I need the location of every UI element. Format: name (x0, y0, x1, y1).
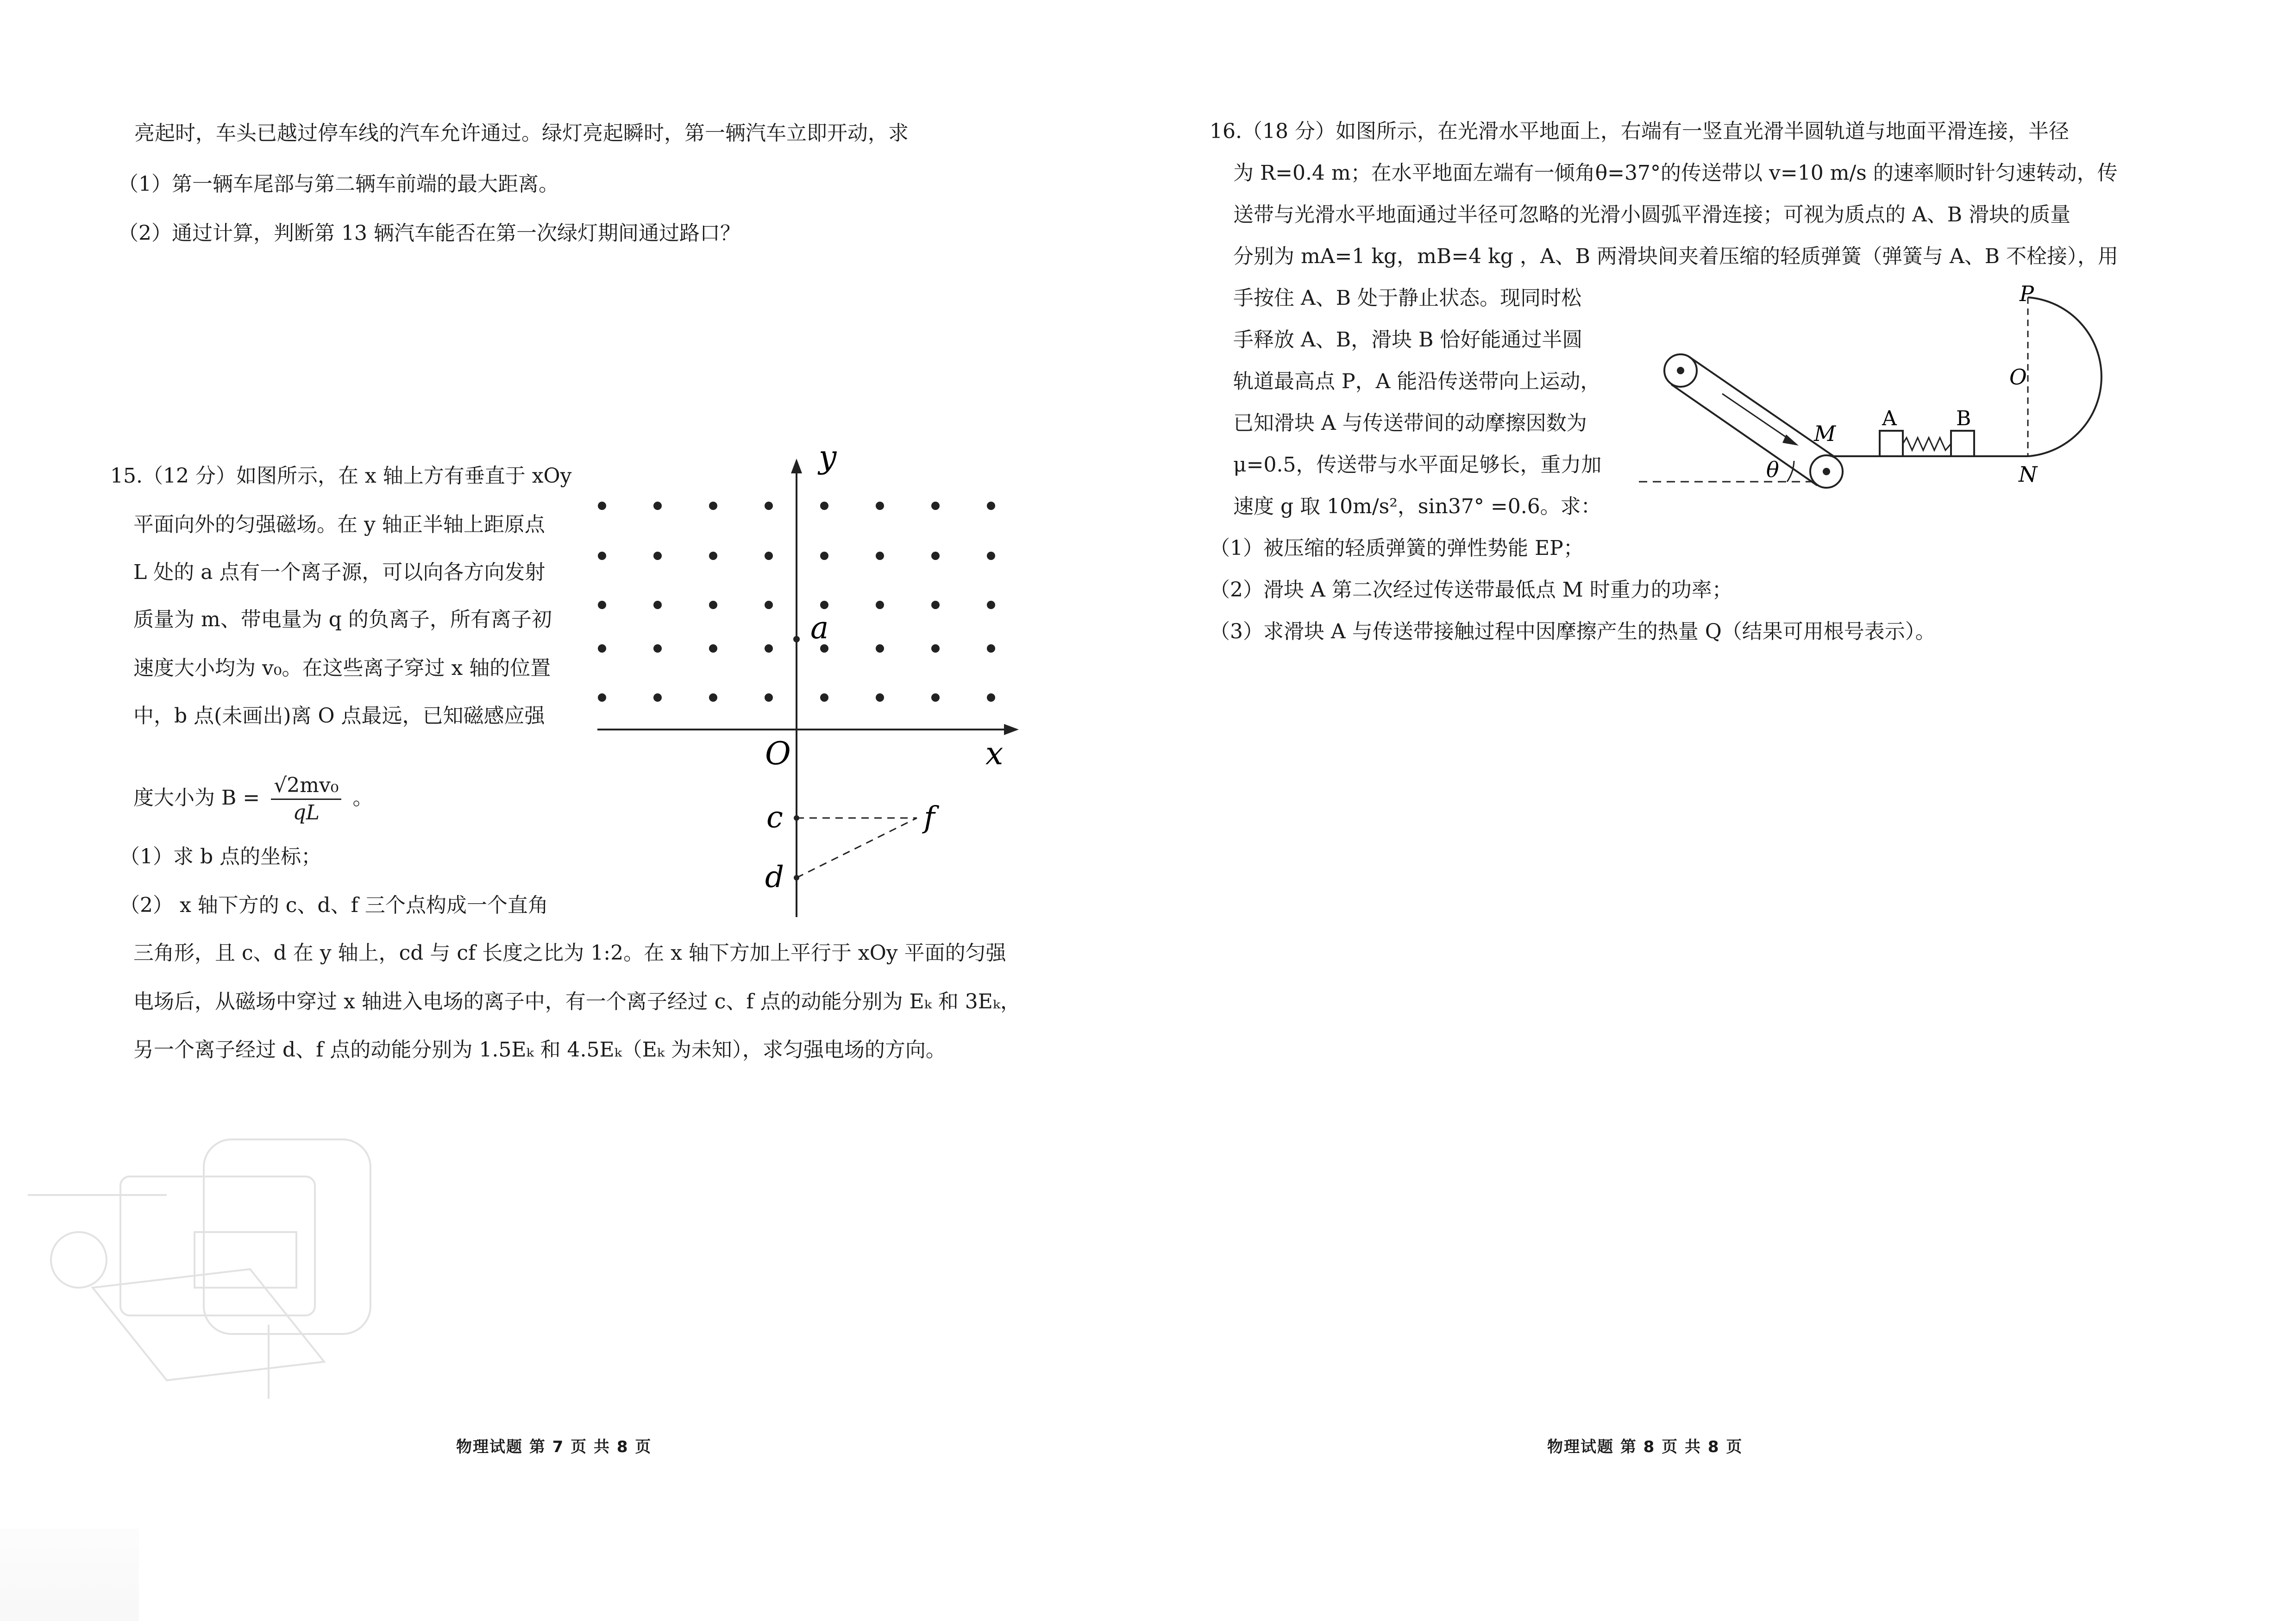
problem-15-line-1: 15.（12 分）如图所示，在 x 轴上方有垂直于 xOy (110, 464, 572, 488)
y-axis-arrow-icon (791, 459, 802, 473)
problem-16-line-8: 已知滑块 A 与传送带间的动摩擦因数为 (1233, 411, 1587, 435)
question-16-1: （1）被压缩的轻质弹簧的弹性势能 EP； (1210, 536, 1584, 560)
question-14-2: （2）通过计算，判断第 13 辆汽车能否在第一次绿灯期间通过路口？ (118, 221, 740, 245)
label-theta: θ (1766, 457, 1779, 482)
segment-df (797, 818, 917, 878)
label-x: x (985, 736, 1004, 772)
problem-15-line-6: 中，b 点(未画出)离 O 点最远，已知磁感应强 (133, 704, 545, 728)
right-page (1148, 0, 2296, 1623)
belt-lower (1671, 384, 1817, 485)
problem-16-line-5: 手按住 A、B 处于静止状态。现同时松 (1233, 286, 1582, 310)
question-15-2-d: 另一个离子经过 d、f 点的动能分别为 1.5Eₖ 和 4.5Eₖ（Eₖ 为未知），求匀强电场的方向。 (133, 1038, 946, 1062)
problem-15-line-4: 质量为 m、带电量为 q 的负离子，所有离子初 (133, 608, 552, 631)
question-14-1: （1）第一辆车尾部与第二辆车前端的最大距离。 (118, 172, 559, 196)
problem-16-line-6: 手释放 A、B，滑块 B 恰好能通过半圆 (1233, 328, 1583, 352)
label-b: B (1956, 407, 1971, 430)
figure-15-magnetic-field (583, 445, 1023, 926)
footer-page-7: 物理试题 第 7 页 共 8 页 (456, 1438, 652, 1456)
figure-16-conveyor-track (1639, 278, 2139, 500)
semicircle-track (2028, 297, 2102, 456)
scan-edge (0, 1529, 139, 1621)
problem-16-line-1: 16.（18 分）如图所示，在光滑水平地面上，右端有一竖直光滑半圆轨道与地面平滑连接，半径 (1210, 120, 2069, 143)
x-axis-arrow-icon (1004, 724, 1019, 735)
label-p: P (2020, 281, 2034, 306)
question-15-2-b: 三角形，且 c、d 在 y 轴上，cd 与 cf 长度之比为 1:2。在 x 轴下方加上平行于 xOy 平面的匀强 (133, 941, 1006, 965)
problem-16-line-3: 送带与光滑水平地面通过半径可忽略的光滑小圆弧平滑连接；可视为质点的 A、B 滑块的质量 (1233, 203, 2071, 226)
block-b (1951, 431, 1974, 456)
fraction-denominator: qL (293, 801, 320, 824)
label-d: d (765, 860, 784, 894)
point-d (794, 875, 799, 881)
label-n: N (2019, 462, 2038, 487)
problem-16-line-10: 速度 g 取 10m/s²，sin37° =0.6。求： (1233, 495, 1601, 518)
question-16-2: （2）滑块 A 第二次经过传送带最低点 M 时重力的功率； (1210, 578, 1732, 602)
formula-prefix: 度大小为 B = (133, 786, 260, 810)
fraction-numerator: √2mv₀ (271, 773, 341, 800)
formula-suffix: 。 (352, 786, 373, 810)
angle-arc (1787, 461, 1794, 482)
label-o: O (765, 736, 791, 772)
problem-16-line-7: 轨道最高点 P，A 能沿传送带向上运动， (1233, 370, 1601, 393)
spring (1903, 438, 1951, 450)
belt-direction-arrow (1722, 394, 1792, 441)
formula-line (133, 773, 373, 826)
formula-fraction (271, 773, 341, 826)
label-a: A (1882, 407, 1897, 430)
label-c: c (766, 800, 783, 835)
label-m: M (1814, 421, 1836, 446)
problem-15-line-2: 平面向外的匀强磁场。在 y 轴正半轴上距原点 (133, 513, 545, 536)
problem-16-line-4: 分别为 mA=1 kg，mB=4 kg ，A、B 两滑块间夹着压缩的轻质弹簧（弹簧与 A、B 不栓接），用 (1233, 245, 2119, 268)
point-c (794, 815, 799, 821)
block-a (1880, 431, 1903, 456)
point-a (793, 636, 800, 642)
label-o: O (2009, 365, 2027, 390)
problem-16-line-2: 为 R=0.4 m；在水平地面左端有一倾角θ=37°的传送带以 v=10 m/s 的速率顺时针匀速转动，传 (1233, 161, 2118, 185)
label-a: a (810, 610, 829, 646)
question-15-2-c: 电场后，从磁场中穿过 x 轴进入电场的离子中，有一个离子经过 c、f 点的动能分别为 Eₖ 和 3Eₖ， (133, 990, 1021, 1013)
question-16-3: （3）求滑块 A 与传送带接触过程中因摩擦产生的热量 Q（结果可用根号表示）。 (1210, 620, 1936, 643)
question-15-1: （1）求 b 点的坐标； (119, 845, 322, 868)
problem-15-line-5: 速度大小均为 v₀。在这些离子穿过 x 轴的位置 (133, 656, 551, 680)
question-15-2-a: （2） x 轴下方的 c、d、f 三个点构成一个直角 (119, 893, 548, 917)
problem-16-line-9: μ=0.5，传送带与水平面足够长，重力加 (1233, 453, 1602, 477)
bleed-through-shadow (28, 1121, 482, 1399)
label-y: y (819, 445, 837, 476)
problem-15-line-3: L 处的 a 点有一个离子源，可以向各方向发射 (133, 560, 546, 584)
continuation-line: 亮起时，车头已越过停车线的汽车允许通过。绿灯亮起瞬时，第一辆汽车立即开动，求 (134, 121, 909, 145)
footer-page-8: 物理试题 第 8 页 共 8 页 (1547, 1438, 1743, 1456)
label-f: f (924, 800, 935, 835)
